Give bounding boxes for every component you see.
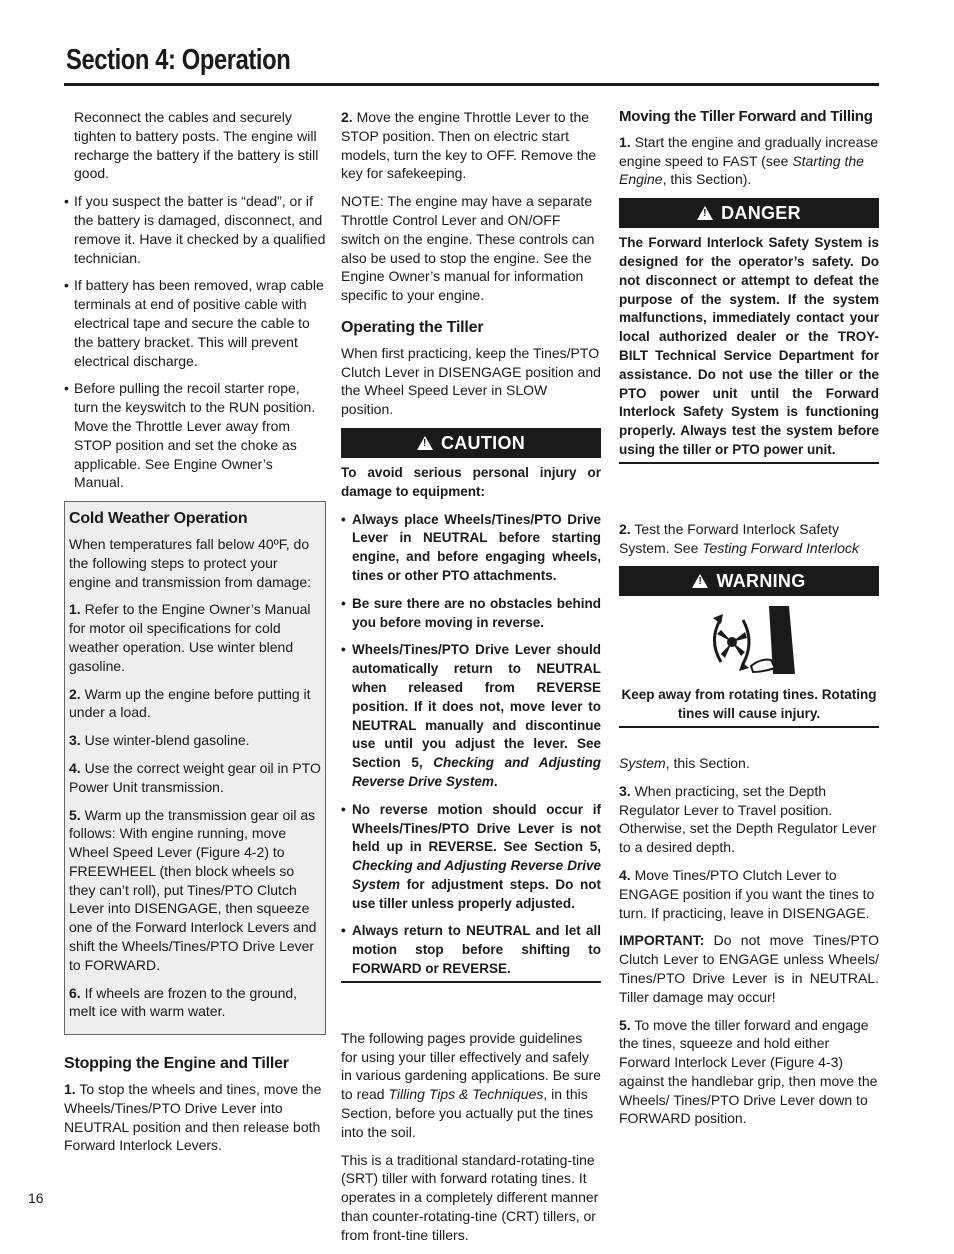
rotating-tines-hazard-icon: [699, 602, 799, 682]
stop-step-2: 2. Move the engine Throttle Lever to the STOP position. Then on electric start models, turn the key to OFF. Remove the key for safekeeping.: [341, 109, 597, 182]
moving-step-5: 5. To move the tiller forward and engage the tines, squeeze and hold either Forward Interlock Lever (Figure 4-3) against the handlebar grip, then move the Wheels/ Tines/PTO Drive Lever down to FORWARD position.: [619, 1016, 878, 1127]
cold-step-2: 2. Warm up the engine before putting it under a load.: [69, 685, 311, 721]
operating-text: When first practicing, keep the Tines/PTO Clutch Lever in DISENGAGE position and the Wheel Speed Lever in SLOW position.: [341, 344, 601, 418]
cold-weather-box: [64, 501, 326, 1035]
moving-step-4: 4. Move Tines/PTO Clutch Lever to ENGAGE position if you want the tines to turn. If practicing, leave in DISENGAGE.: [619, 866, 875, 921]
cold-weather-heading: Cold Weather Operation: [69, 510, 248, 528]
reconnect-paragraph: Reconnect the cables and securely tighten to battery posts. The engine will recharge the battery if the battery is still good.: [74, 109, 319, 182]
moving-step-1: 1. Start the engine and gradually increase engine speed to FAST (see Starting the Engine, this Section).: [619, 133, 879, 188]
column-right: [619, 108, 879, 1137]
cold-step-4: 4. Use the correct weight gear oil in PTO Power Unit transmission.: [69, 759, 321, 795]
caution-bullet-1: • Always place Wheels/Tines/PTO Drive Lever in NEUTRAL before starting engine, and before engaging wheels, tines or other PTO attachments.: [341, 511, 601, 586]
column-left: [64, 108, 326, 1164]
moving-step-2: 2. Test the Forward Interlock Safety System. See Testing Forward Interlock: [619, 520, 859, 556]
operating-heading: Operating the Tiller: [341, 318, 484, 336]
warning-label: WARNING: [716, 571, 806, 592]
title-rule: [64, 83, 879, 86]
engine-note: NOTE: The engine may have a separate Throttle Control Lever and ON/OFF switch on the engine. These controls can also be used to stop the engine. See the Engine Owner’s manual for information specific to your engine.: [341, 193, 595, 304]
bullet-battery-removed: • If battery has been removed, wrap cable terminals at end of positive cable with electrical tape and secure the cable to the battery bracket. This will prevent electrical discharge.: [64, 276, 326, 370]
danger-text: The Forward Interlock Safety System is designed for the operator’s safety. Do not disconnect or attempt to defeat the purpose of the system. If the system malfunctions, immediately contact your local authorized dealer or the TROY-BILT Technical Service Department for assistance. Do not use the tiller or the PTO power unit until the Forward Interlock Safety System is functioning properly. Always test the system before using the tiller or PTO power unit.: [619, 235, 879, 457]
caution-label: CAUTION: [440, 432, 526, 453]
caution-bullet-3: • Wheels/Tines/PTO Drive Lever should automatically return to NEUTRAL when released from REVERSE position. If it does not, move lever to NEUTRAL manually and discontinue use until you adjust the lever. See Section 5, Checking and Adjusting Reverse Drive System.: [341, 641, 601, 791]
bullet-dead-battery: • If you suspect the batter is “dead”, or if the battery is damaged, disconnect, and remove it. Have it checked by a qualified technician.: [64, 192, 326, 267]
cold-weather-intro: When temperatures fall below 40ºF, do the following steps to protect your engine and transmission from damage:: [69, 535, 312, 590]
caution-bullet-5: • Always return to NEUTRAL and let all motion stop before shifting to FORWARD or REVERSE.: [341, 922, 601, 978]
stopping-heading: Stopping the Engine and Tiller: [64, 1055, 289, 1073]
caution-banner: [341, 428, 601, 458]
warning-triangle-icon: [417, 436, 433, 450]
warning-caption: Keep away from rotating tines. Rotating tines will cause injury.: [621, 687, 877, 722]
cold-step-5: 5. Warm up the transmission gear oil as follows: With engine running, move Wheel Speed Lever (Figure 4-2) to FREEWHEEL (then block wheels so they can’t roll), put Tines/PTO Clutch Lever into DISENGAGE, then squeeze one of the Forward Interlock Levers and shift the Wheels/Tines/PTO Drive Lever to FORWARD.: [69, 806, 317, 973]
bullet-recoil-starter: • Before pulling the recoil starter rope, turn the keyswitch to the RUN position. Move the Throttle Lever away from STOP position and set the choke as applicable. See Engine Owner’s Manual.: [64, 379, 326, 492]
danger-banner: [619, 198, 879, 228]
cold-step-3: 3. Use winter-blend gasoline.: [69, 732, 250, 749]
guidelines-paragraph: The following pages provide guidelines for using your tiller effectively and safely in various gardening applications. Be sure to read Tilling Tips & Techniques, in this Section, before you actually put the tines into the soil.: [341, 1029, 601, 1140]
cold-step-6: 6. If wheels are frozen to the ground, melt ice with warm water.: [69, 984, 298, 1020]
moving-step-3: 3. When practicing, set the Depth Regulator Lever to Travel position. Otherwise, set the Depth Regulator Lever to a desired depth.: [619, 782, 877, 856]
caution-intro: To avoid serious personal injury or damage to equipment:: [341, 464, 601, 499]
page-number: 16: [28, 1190, 44, 1206]
moving-step-2-continued: System, this Section.: [619, 754, 750, 771]
moving-heading: Moving the Tiller Forward and Tilling: [619, 108, 873, 125]
important-note: IMPORTANT: Do not move Tines/PTO Clutch Lever to ENGAGE unless Wheels/ Tines/PTO Drive Lever is in NEUTRAL. Tiller damage may occur!: [619, 932, 879, 1005]
warning-triangle-icon: [692, 574, 708, 588]
stopping-step-1: 1. To stop the wheels and tines, move the Wheels/Tines/PTO Drive Lever into NEUTRAL position and then release both Forward Interlock Levers.: [64, 1081, 322, 1154]
caution-bullet-4: • No reverse motion should occur if Wheels/Tines/PTO Drive Lever is not held up in REVERSE. See Section 5, Checking and Adjusting Reverse Drive System for adjustment steps. Do not use tiller unless properly adjusted.: [341, 801, 601, 914]
danger-block: [619, 234, 879, 464]
warning-block: [619, 602, 879, 728]
danger-label: DANGER: [721, 203, 801, 224]
caution-bullet-2: • Be sure there are no obstacles behind you before moving in reverse.: [341, 595, 601, 633]
caution-block: [341, 464, 601, 983]
srt-paragraph: This is a traditional standard-rotating-tine (SRT) tiller with forward rotating tines. It operates in a completely different manner than counter-rotating-tine (CRT) tillers, or from front-tine tillers.: [341, 1151, 599, 1243]
warning-triangle-icon: [697, 206, 713, 220]
page-title: Section 4: Operation: [66, 44, 291, 76]
cold-step-1: 1. Refer to the Engine Owner’s Manual for motor oil specifications for cold weather operation. Use winter blend gasoline.: [69, 601, 311, 674]
column-middle: [341, 108, 601, 1254]
warning-banner: [619, 566, 879, 596]
